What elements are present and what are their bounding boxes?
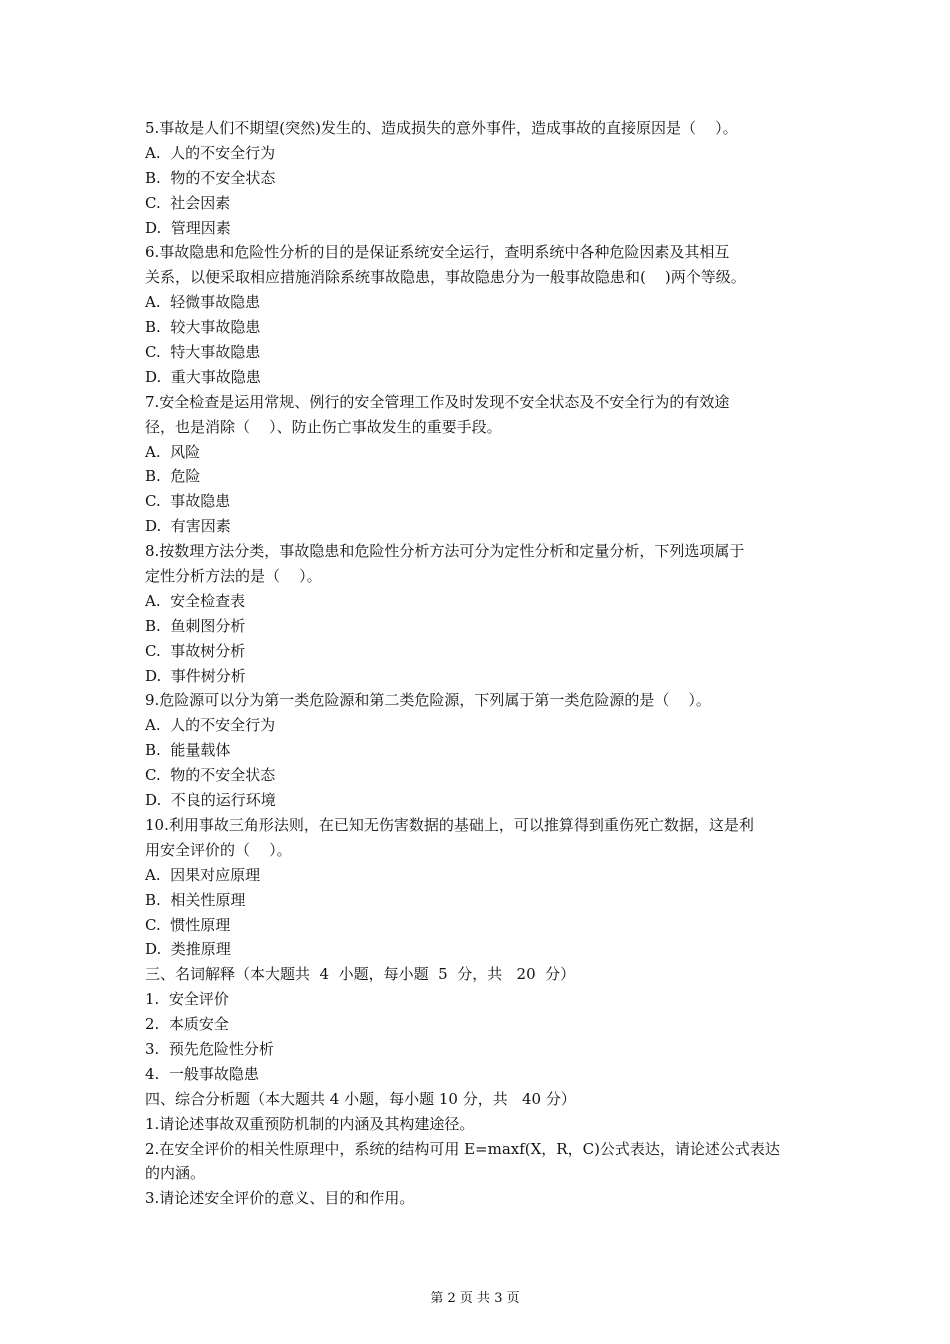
document-body <box>145 116 815 1211</box>
analysis-question-2-line-1: 2.在安全评价的相关性原理中，系统的结构可用 E=maxf(X，R，C)公式表达，请论述公式表达 <box>145 1139 780 1158</box>
question-5-option-c: C. 社会因素 <box>145 193 231 212</box>
question-5-option-b: B. 物的不安全状态 <box>145 168 276 187</box>
question-7-option-b: B. 危险 <box>145 467 201 486</box>
question-9-option-c: C. 物的不安全状态 <box>145 766 276 785</box>
question-10-option-d: D. 类推原理 <box>145 940 231 959</box>
question-6-option-a: A. 轻微事故隐患 <box>145 293 261 312</box>
question-9-option-d: D. 不良的运行环境 <box>145 791 276 810</box>
question-8-option-b: B. 鱼刺图分析 <box>145 616 246 635</box>
question-9-option-b: B. 能量载体 <box>145 741 231 760</box>
question-6-stem-line-1: 6.事故隐患和危险性分析的目的是保证系统安全运行，查明系统中各种危险因素及其相互 <box>145 243 730 262</box>
question-9-option-a: A. 人的不安全行为 <box>145 716 276 735</box>
question-6-option-c: C. 特大事故隐患 <box>145 343 261 362</box>
question-8-option-c: C. 事故树分析 <box>145 641 246 660</box>
question-8-stem-line-1: 8.按数理方法分类，事故隐患和危险性分析方法可分为定性分析和定量分析，下列选项属于 <box>145 542 745 561</box>
question-7-option-c: C. 事故隐患 <box>145 492 231 511</box>
question-10-option-c: C. 惯性原理 <box>145 915 231 934</box>
question-8-option-d: D. 事件树分析 <box>145 666 246 685</box>
question-8-option-a: A. 安全检查表 <box>145 591 246 610</box>
question-7-stem-line-2: 径，也是消除（ ）、防止伤亡事故发生的重要手段。 <box>145 417 502 436</box>
page-footer: 第 2 页 共 3 页 <box>430 1291 520 1306</box>
question-7-stem-line-1: 7.安全检查是运用常规、例行的安全管理工作及时发现不安全状态及不安全行为的有效途 <box>145 392 730 411</box>
question-7-option-a: A. 风险 <box>145 442 201 461</box>
question-8-stem-line-2: 定性分析方法的是（ ）。 <box>145 567 322 586</box>
question-6-option-d: D. 重大事故隐患 <box>145 367 261 386</box>
question-6-stem-line-2: 关系，以便采取相应措施消除系统事故隐患，事故隐患分为一般事故隐患和( )两个等级。 <box>145 268 746 287</box>
section-4-heading: 四、综合分析题（本大题共 4 小题，每小题 10 分，共 40 分） <box>145 1089 576 1108</box>
question-5-option-a: A. 人的不安全行为 <box>145 143 276 162</box>
question-6-option-b: B. 较大事故隐患 <box>145 318 261 337</box>
question-7-option-d: D. 有害因素 <box>145 517 231 536</box>
section-3-heading: 三、名词解释（本大题共 4 小题，每小题 5 分，共 20 分） <box>145 965 576 984</box>
analysis-question-3: 3.请论述安全评价的意义、目的和作用。 <box>145 1189 415 1208</box>
term-3: 3. 预先危险性分析 <box>145 1039 274 1058</box>
question-5-option-d: D. 管理因素 <box>145 218 231 237</box>
term-4: 4. 一般事故隐患 <box>145 1064 259 1083</box>
question-10-option-b: B. 相关性原理 <box>145 890 246 909</box>
question-10-option-a: A. 因果对应原理 <box>145 865 261 884</box>
question-10-stem-line-2: 用安全评价的（ ）。 <box>145 840 292 859</box>
term-2: 2. 本质安全 <box>145 1015 229 1034</box>
question-9-stem: 9.危险源可以分为第一类危险源和第二类危险源，下列属于第一类危险源的是（ ）。 <box>145 691 711 710</box>
term-1: 1. 安全评价 <box>145 990 229 1009</box>
analysis-question-1: 1.请论述事故双重预防机制的内涵及其构建途径。 <box>145 1114 475 1133</box>
question-10-stem-line-1: 10.利用事故三角形法则，在已知无伤害数据的基础上，可以推算得到重伤死亡数据，这是利 <box>145 815 754 834</box>
question-5-stem: 5.事故是人们不期望(突然)发生的、造成损失的意外事件，造成事故的直接原因是（ ）。 <box>145 119 738 137</box>
analysis-question-2-line-2: 的内涵。 <box>145 1164 206 1183</box>
